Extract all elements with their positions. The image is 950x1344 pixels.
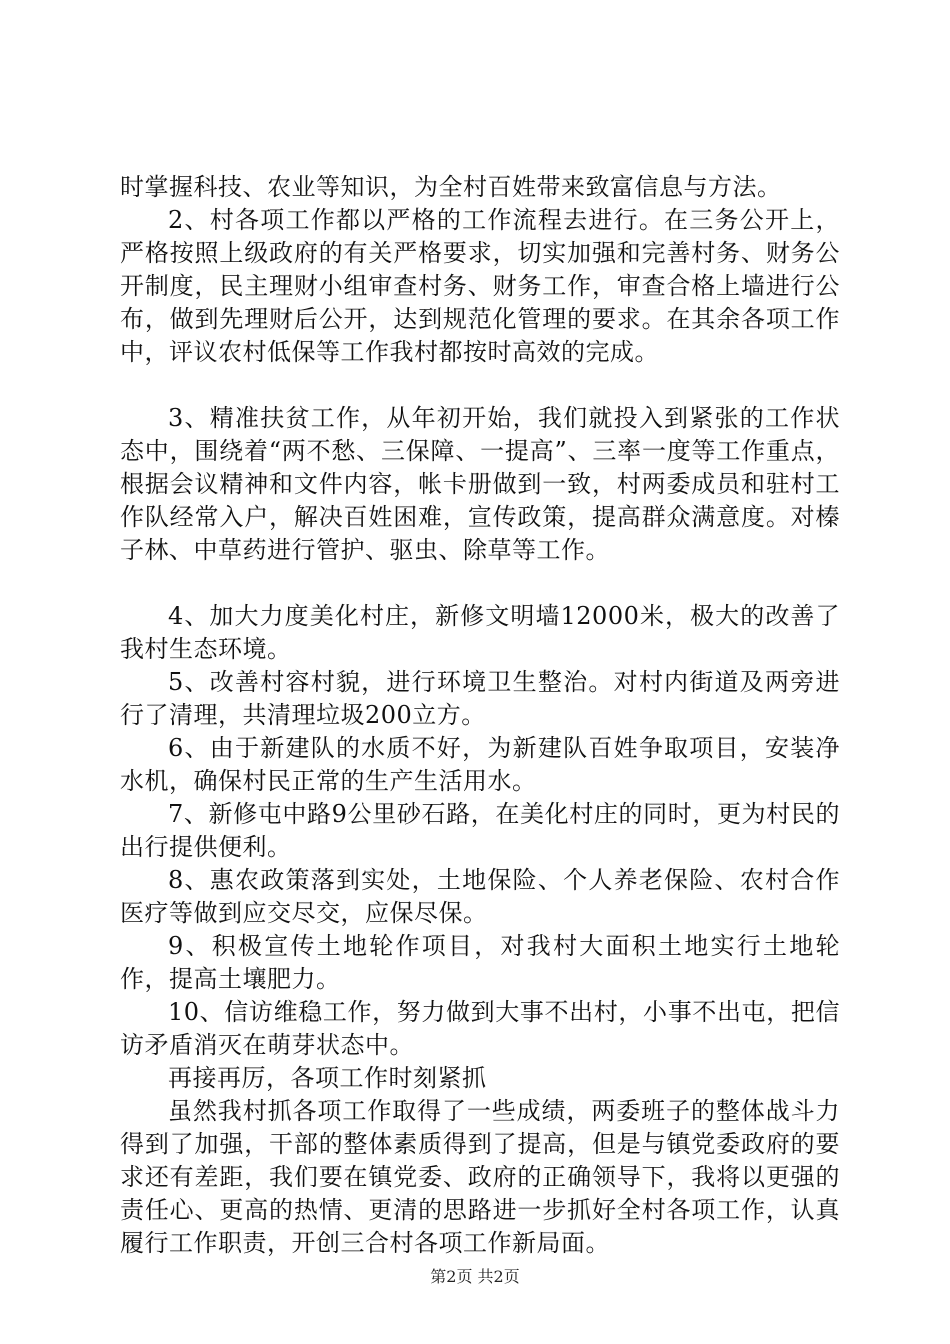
paragraph-5: 5、改善村容村貌，进行环境卫生整治。对村内街道及两旁进行了清理，共清理垃圾200立方。 <box>120 668 840 729</box>
paragraph-8: 8、惠农政策落到实处，土地保险、个人养老保险、农村合作医疗等做到应交尽交，应保尽保。 <box>120 866 840 927</box>
paragraph-10: 10、信访维稳工作，努力做到大事不出村，小事不出屯，把信访矛盾消灭在萌芽状态中。 <box>120 998 840 1059</box>
paragraph-9: 9、积极宣传土地轮作项目，对我村大面积土地实行土地轮作，提高土壤肥力。 <box>120 932 840 993</box>
paragraph-3: 3、精准扶贫工作，从年初开始，我们就投入到紧张的工作状态中，围绕着“两不愁、三保障、一提高”、三率一度等工作重点，根据会议精神和文件内容，帐卡册做到一致，村两委成员和驻村工作队经常入户，解决百姓困难，宣传政策，提高群众满意度。对榛子林、中草药进行管护、驱虫、除草等工作。 <box>120 404 840 564</box>
paragraph-4: 4、加大力度美化村庄，新修文明墙12000米，极大的改善了我村生态环境。 <box>120 602 840 663</box>
document-body <box>120 171 840 1260</box>
section-heading: 再接再厉，各项工作时刻紧抓 <box>168 1064 487 1092</box>
paragraph-2: 2、村各项工作都以严格的工作流程去进行。在三务公开上，严格按照上级政府的有关严格要求，切实加强和完善村务、财务公开制度，民主理财小组审查村务、财务工作，审查合格上墙进行公布，做到先理财后公开，达到规范化管理的要求。在其余各项工作中，评议农村低保等工作我村都按时高效的完成。 <box>120 206 840 366</box>
paragraph-1: 时掌握科技、农业等知识，为全村百姓带来致富信息与方法。 <box>120 173 782 201</box>
paragraph-7: 7、新修屯中路9公里砂石路，在美化村庄的同时，更为村民的出行提供便利。 <box>120 800 840 861</box>
page-number-footer: 第2页 共2页 <box>430 1267 520 1286</box>
paragraph-conclusion: 虽然我村抓各项工作取得了一些成绩，两委班子的整体战斗力得到了加强，干部的整体素质得到了提高，但是与镇党委政府的要求还有差距，我们要在镇党委、政府的正确领导下，我将以更强的责任心、更高的热情、更清的思路进一步抓好全村各项工作，认真履行工作职责，开创三合村各项工作新局面。 <box>120 1097 840 1257</box>
paragraph-6: 6、由于新建队的水质不好，为新建队百姓争取项目，安装净水机，确保村民正常的生产生活用水。 <box>120 734 840 795</box>
